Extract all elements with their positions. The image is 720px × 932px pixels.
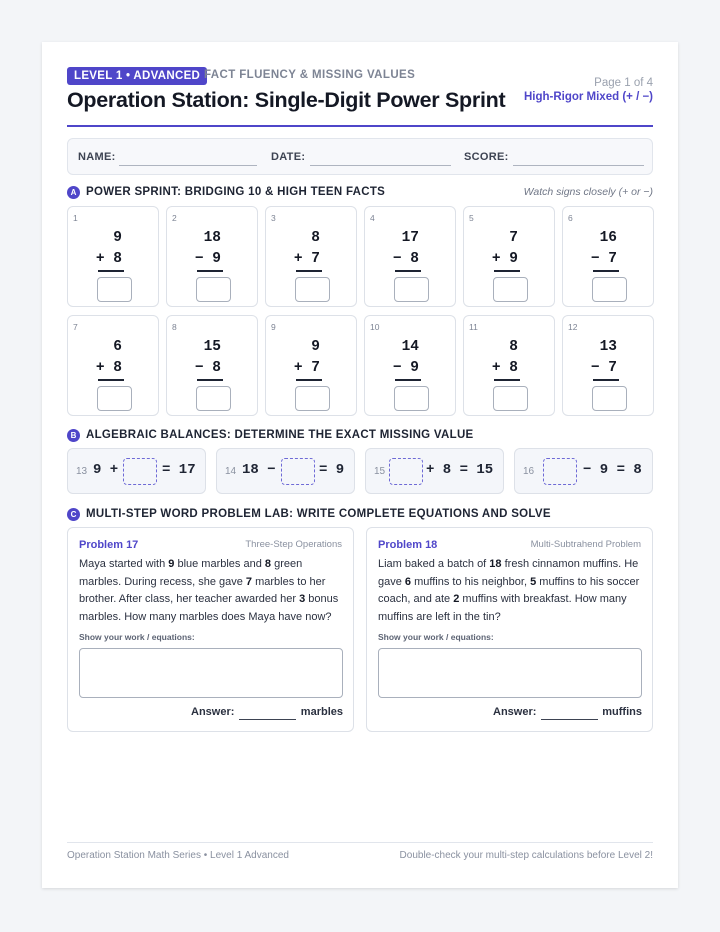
answer-rule <box>98 379 124 381</box>
section-b-marker: B <box>67 429 80 442</box>
answer-rule <box>395 270 421 272</box>
problem-text: Liam baked a batch of 18 fresh cinnamon muffins. He gave 6 muffins to his neighbor, 5 muffins to his soccer coach, and ate 2 muffins with breakfast. How many muffins are left in the tin? <box>378 558 640 623</box>
operator-and-operand: + 9 <box>491 251 518 267</box>
operator-and-operand: − 9 <box>194 251 221 267</box>
answer-rule <box>197 379 223 381</box>
student-info-bar <box>67 138 653 175</box>
operator-and-operand: − 9 <box>392 360 419 376</box>
answer-rule <box>296 270 322 272</box>
sprint-card <box>265 206 357 307</box>
word-problem-17 <box>67 527 354 732</box>
name-field[interactable] <box>119 165 257 166</box>
balance-card <box>514 448 653 494</box>
answer-box[interactable] <box>493 386 528 411</box>
sprint-card <box>463 206 555 307</box>
equation-right: = 17 <box>162 462 196 478</box>
problem-number: 8 <box>172 322 177 332</box>
answer-rule <box>593 270 619 272</box>
difficulty-mode: High-Rigor Mixed (+ / −) <box>523 91 653 103</box>
answer-rule <box>98 270 124 272</box>
addend-top: 17 <box>401 230 419 246</box>
work-area[interactable] <box>378 648 642 698</box>
problem-number: 15 <box>374 466 386 477</box>
answer-rule <box>593 379 619 381</box>
problem-type: Multi-Subtrahend Problem <box>530 539 641 550</box>
addend-top: 8 <box>311 230 320 246</box>
answer-rule <box>494 379 520 381</box>
addend-top: 14 <box>401 339 419 355</box>
answer-label: Answer: <box>493 706 537 718</box>
operator-and-operand: − 7 <box>590 251 617 267</box>
page-number: Page 1 of 4 <box>594 77 653 89</box>
answer-field[interactable] <box>239 719 296 720</box>
balance-card <box>365 448 504 494</box>
footer-series: Operation Station Math Series • Level 1 Advanced <box>67 850 289 861</box>
operator-and-operand: + 8 <box>491 360 518 376</box>
sprint-card <box>67 206 159 307</box>
sprint-card <box>463 315 555 416</box>
header-divider <box>67 125 653 127</box>
equation-left: 9 + <box>93 462 119 478</box>
addend-top: 16 <box>599 230 617 246</box>
answer-rule <box>395 379 421 381</box>
answer-box[interactable] <box>394 386 429 411</box>
answer-box[interactable] <box>295 386 330 411</box>
addend-top: 8 <box>509 339 518 355</box>
section-c-marker: C <box>67 508 80 521</box>
answer-box[interactable] <box>295 277 330 302</box>
date-label: DATE: <box>271 151 306 163</box>
problem-number: 5 <box>469 213 474 223</box>
answer-rule <box>197 270 223 272</box>
problem-number: 2 <box>172 213 177 223</box>
work-label: Show your work / equations: <box>378 632 494 642</box>
answer-label: Answer: <box>191 706 235 718</box>
page-title: Operation Station: Single-Digit Power Sprint <box>67 88 506 112</box>
sprint-card <box>562 315 654 416</box>
answer-box[interactable] <box>196 277 231 302</box>
level-badge: LEVEL 1 • ADVANCED <box>67 67 207 85</box>
problem-number: 3 <box>271 213 276 223</box>
answer-box[interactable] <box>592 386 627 411</box>
answer-box[interactable] <box>97 277 132 302</box>
answer-box[interactable] <box>493 277 528 302</box>
section-a-title: POWER SPRINT: BRIDGING 10 & HIGH TEEN FACTS <box>86 186 386 198</box>
addend-top: 13 <box>599 339 617 355</box>
answer-box[interactable] <box>196 386 231 411</box>
equation-right: − 9 = 8 <box>583 462 642 478</box>
addend-top: 9 <box>113 230 122 246</box>
sprint-card <box>166 315 258 416</box>
operator-and-operand: + 8 <box>95 251 122 267</box>
problem-number: 14 <box>225 466 237 477</box>
sprint-card <box>67 315 159 416</box>
missing-value-box[interactable] <box>281 458 315 485</box>
name-label: NAME: <box>78 151 116 163</box>
section-b-title: ALGEBRAIC BALANCES: DETERMINE THE EXACT MISSING VALUE <box>86 429 474 441</box>
answer-rule <box>494 270 520 272</box>
answer-rule <box>296 379 322 381</box>
score-field[interactable] <box>513 165 644 166</box>
work-area[interactable] <box>79 648 343 698</box>
problem-number: 6 <box>568 213 573 223</box>
addend-top: 9 <box>311 339 320 355</box>
answer-field[interactable] <box>541 719 598 720</box>
sprint-card <box>562 206 654 307</box>
word-problem-18 <box>366 527 653 732</box>
problem-number: 12 <box>568 322 578 332</box>
problem-number: 16 <box>523 466 535 477</box>
sprint-card <box>166 206 258 307</box>
equation-right: = 9 <box>319 462 345 478</box>
missing-value-box[interactable] <box>389 458 423 485</box>
problem-title: Problem 18 <box>378 539 438 551</box>
operator-and-operand: − 8 <box>194 360 221 376</box>
operator-and-operand: + 8 <box>95 360 122 376</box>
addend-top: 7 <box>509 230 518 246</box>
missing-value-box[interactable] <box>123 458 157 485</box>
answer-box[interactable] <box>592 277 627 302</box>
operator-and-operand: + 7 <box>293 360 320 376</box>
sprint-card <box>265 315 357 416</box>
problem-type: Three-Step Operations <box>245 539 342 550</box>
sprint-card <box>364 315 456 416</box>
section-a-hint: Watch signs closely (+ or −) <box>523 186 653 198</box>
score-label: SCORE: <box>464 151 509 163</box>
problem-text: Maya started with 9 blue marbles and 8 green marbles. During recess, she gave 7 marbles to her brother. After class, her teacher awarded her 3 bonus marbles. How many marbles does Maya have now? <box>79 558 339 623</box>
footer-reminder: Double-check your multi-step calculations before Level 2! <box>399 850 653 861</box>
equation-left: 18 − <box>242 462 276 478</box>
work-label: Show your work / equations: <box>79 632 195 642</box>
problem-number: 11 <box>469 322 478 332</box>
equation-right: + 8 = 15 <box>426 462 494 478</box>
addend-top: 6 <box>113 339 122 355</box>
answer-unit: marbles <box>300 706 343 718</box>
answer-box[interactable] <box>97 386 132 411</box>
problem-number: 13 <box>76 466 88 477</box>
problem-number: 7 <box>73 322 78 332</box>
missing-value-box[interactable] <box>543 458 577 485</box>
addend-top: 18 <box>203 230 221 246</box>
section-a-marker: A <box>67 186 80 199</box>
operator-and-operand: − 7 <box>590 360 617 376</box>
problem-number: 1 <box>73 213 78 223</box>
date-field[interactable] <box>310 165 451 166</box>
problem-number: 10 <box>370 322 380 332</box>
balance-card <box>216 448 355 494</box>
operator-and-operand: − 8 <box>392 251 419 267</box>
footer-divider <box>67 842 653 843</box>
balance-card <box>67 448 206 494</box>
problem-number: 9 <box>271 322 276 332</box>
answer-box[interactable] <box>394 277 429 302</box>
operator-and-operand: + 7 <box>293 251 320 267</box>
addend-top: 15 <box>203 339 221 355</box>
sprint-card <box>364 206 456 307</box>
section-c-title: MULTI-STEP WORD PROBLEM LAB: WRITE COMPLETE EQUATIONS AND SOLVE <box>86 508 551 520</box>
worksheet-subtitle: FACT FLUENCY & MISSING VALUES <box>204 69 416 81</box>
problem-number: 4 <box>370 213 375 223</box>
worksheet-page <box>42 42 678 888</box>
answer-unit: muffins <box>602 706 642 718</box>
problem-title: Problem 17 <box>79 539 139 551</box>
